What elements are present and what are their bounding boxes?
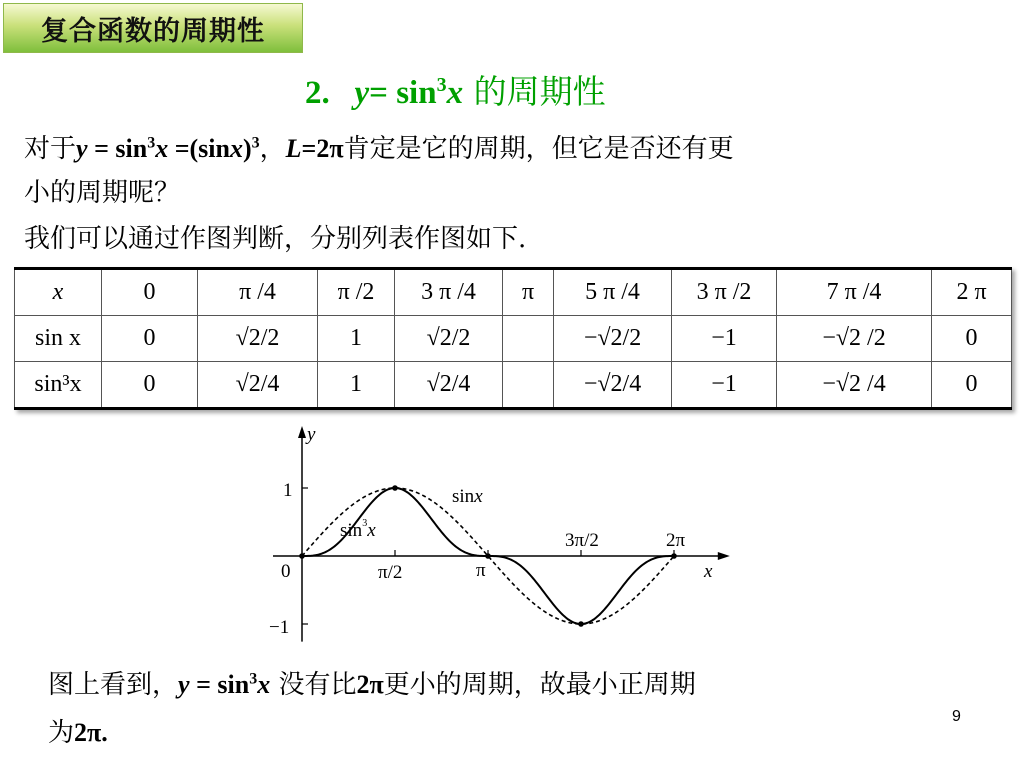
- table-cell: 3 π /2: [672, 269, 777, 316]
- table-cell: √2/4: [198, 361, 318, 408]
- table-cell: √2/4: [395, 361, 503, 408]
- data-point: [299, 553, 305, 559]
- legend-sin3-a: sin: [340, 520, 363, 541]
- table-cell: 7 π /4: [777, 269, 932, 316]
- intro-exp2: 3: [251, 134, 260, 152]
- intro-line-1: [24, 128, 734, 165]
- y-axis-label: y: [307, 424, 316, 445]
- conc-eq: = sin: [189, 670, 250, 699]
- conc-text-a: 图上看到，: [48, 670, 179, 700]
- legend-sin3-b: x: [367, 520, 376, 541]
- x-axis-label: x: [704, 561, 713, 582]
- table-cell: 2 π: [932, 269, 1012, 316]
- intro-line-3: 我们可以通过作图判断，分别列表作图如下.: [24, 224, 527, 254]
- conc-y: y: [178, 670, 190, 699]
- table-cell: 0: [102, 361, 198, 408]
- table-cell: π /4: [198, 269, 318, 316]
- table-cell: 0: [102, 269, 198, 316]
- conc-x: x: [257, 670, 271, 699]
- intro-text-b: 肯定是它的周期，但它是否还有更: [343, 134, 734, 164]
- intro-L-value: =2π: [301, 134, 344, 163]
- intro-y: y: [76, 134, 88, 163]
- legend-sinx-b: x: [474, 486, 483, 507]
- table-cell: [503, 316, 554, 362]
- legend-sinx-a: sin: [452, 486, 475, 507]
- intro-x2: x: [229, 134, 243, 163]
- conclusion-line-2: [48, 712, 108, 749]
- table-cell: √2/2: [198, 316, 318, 362]
- table-cell: 0: [932, 361, 1012, 408]
- title-number: 2.: [305, 75, 330, 111]
- conc-2pi: 2π: [356, 670, 384, 699]
- intro-paren: ): [242, 134, 252, 163]
- y-axis-arrow: [298, 426, 306, 438]
- y-tick-1: 1: [283, 480, 293, 501]
- x-tick-2pi: 2π: [666, 530, 686, 551]
- title-exp: 3: [436, 74, 447, 96]
- x-tick-3pi-half: 3π/2: [565, 530, 599, 551]
- title-y: y: [354, 75, 370, 111]
- intro-exp: 3: [147, 134, 156, 152]
- data-point: [485, 553, 491, 559]
- table-cell: 1: [318, 361, 395, 408]
- slide-title: [305, 66, 606, 113]
- table-cell: −√2/2: [554, 316, 672, 362]
- table-cell: 0: [932, 316, 1012, 362]
- table-cell: √2/2: [395, 316, 503, 362]
- title-x: x: [446, 75, 464, 111]
- table-cell: sin³x: [15, 361, 102, 408]
- table-cell: 1: [318, 316, 395, 362]
- intro-line-2: 小的周期呢？: [24, 178, 181, 208]
- conc-text-b: 没有比: [270, 670, 357, 700]
- x-axis-arrow: [718, 552, 730, 560]
- page-number: 9: [952, 708, 961, 725]
- table-cell: −√2 /4: [777, 361, 932, 408]
- table-row: [15, 269, 1012, 316]
- table-cell: [503, 361, 554, 408]
- table-row: [15, 316, 1012, 362]
- intro-eq: = sin: [87, 134, 148, 163]
- data-point: [392, 485, 398, 491]
- x-tick-pi: π: [476, 560, 486, 581]
- table-cell: x: [15, 269, 102, 316]
- intro-L: L: [285, 134, 302, 163]
- table-cell: −1: [672, 316, 777, 362]
- table-cell: 3 π /4: [395, 269, 503, 316]
- x-tick-pi-half: π/2: [378, 562, 403, 583]
- data-point: [578, 621, 584, 627]
- conc-2pi-end: 2π.: [74, 718, 108, 747]
- table-cell: 0: [102, 316, 198, 362]
- section-tag: [3, 3, 303, 53]
- table-cell: π /2: [318, 269, 395, 316]
- conclusion-line-1: [48, 664, 696, 701]
- values-table: [14, 267, 1012, 410]
- table-cell: π: [503, 269, 554, 316]
- legend-sinx: [452, 486, 483, 507]
- legend-sin3-exp: 3: [362, 518, 368, 529]
- conc-text-d: 为: [48, 718, 75, 748]
- data-point: [671, 553, 677, 559]
- title-eq: = sin: [369, 75, 437, 111]
- intro-comma: ，: [259, 134, 286, 164]
- conc-exp: 3: [249, 670, 258, 688]
- intro-eq2: =(sin: [168, 134, 230, 163]
- intro-text-a: 对于: [24, 134, 77, 164]
- legend-sin3x: [340, 518, 376, 541]
- table-cell: −√2 /2: [777, 316, 932, 362]
- table-cell: −1: [672, 361, 777, 408]
- conc-text-c: 更小的周期，故最小正周期: [383, 670, 696, 700]
- sine-chart: [265, 420, 735, 645]
- table-cell: −√2/4: [554, 361, 672, 408]
- y-tick-neg-1: −1: [269, 617, 290, 638]
- table-row: [15, 361, 1012, 408]
- table-cell: 5 π /4: [554, 269, 672, 316]
- title-suffix: 的周期性: [463, 72, 606, 111]
- intro-x: x: [155, 134, 169, 163]
- table-cell: sin x: [15, 316, 102, 362]
- origin-label: 0: [281, 561, 291, 582]
- section-tag-label: 复合函数的周期性: [41, 15, 265, 47]
